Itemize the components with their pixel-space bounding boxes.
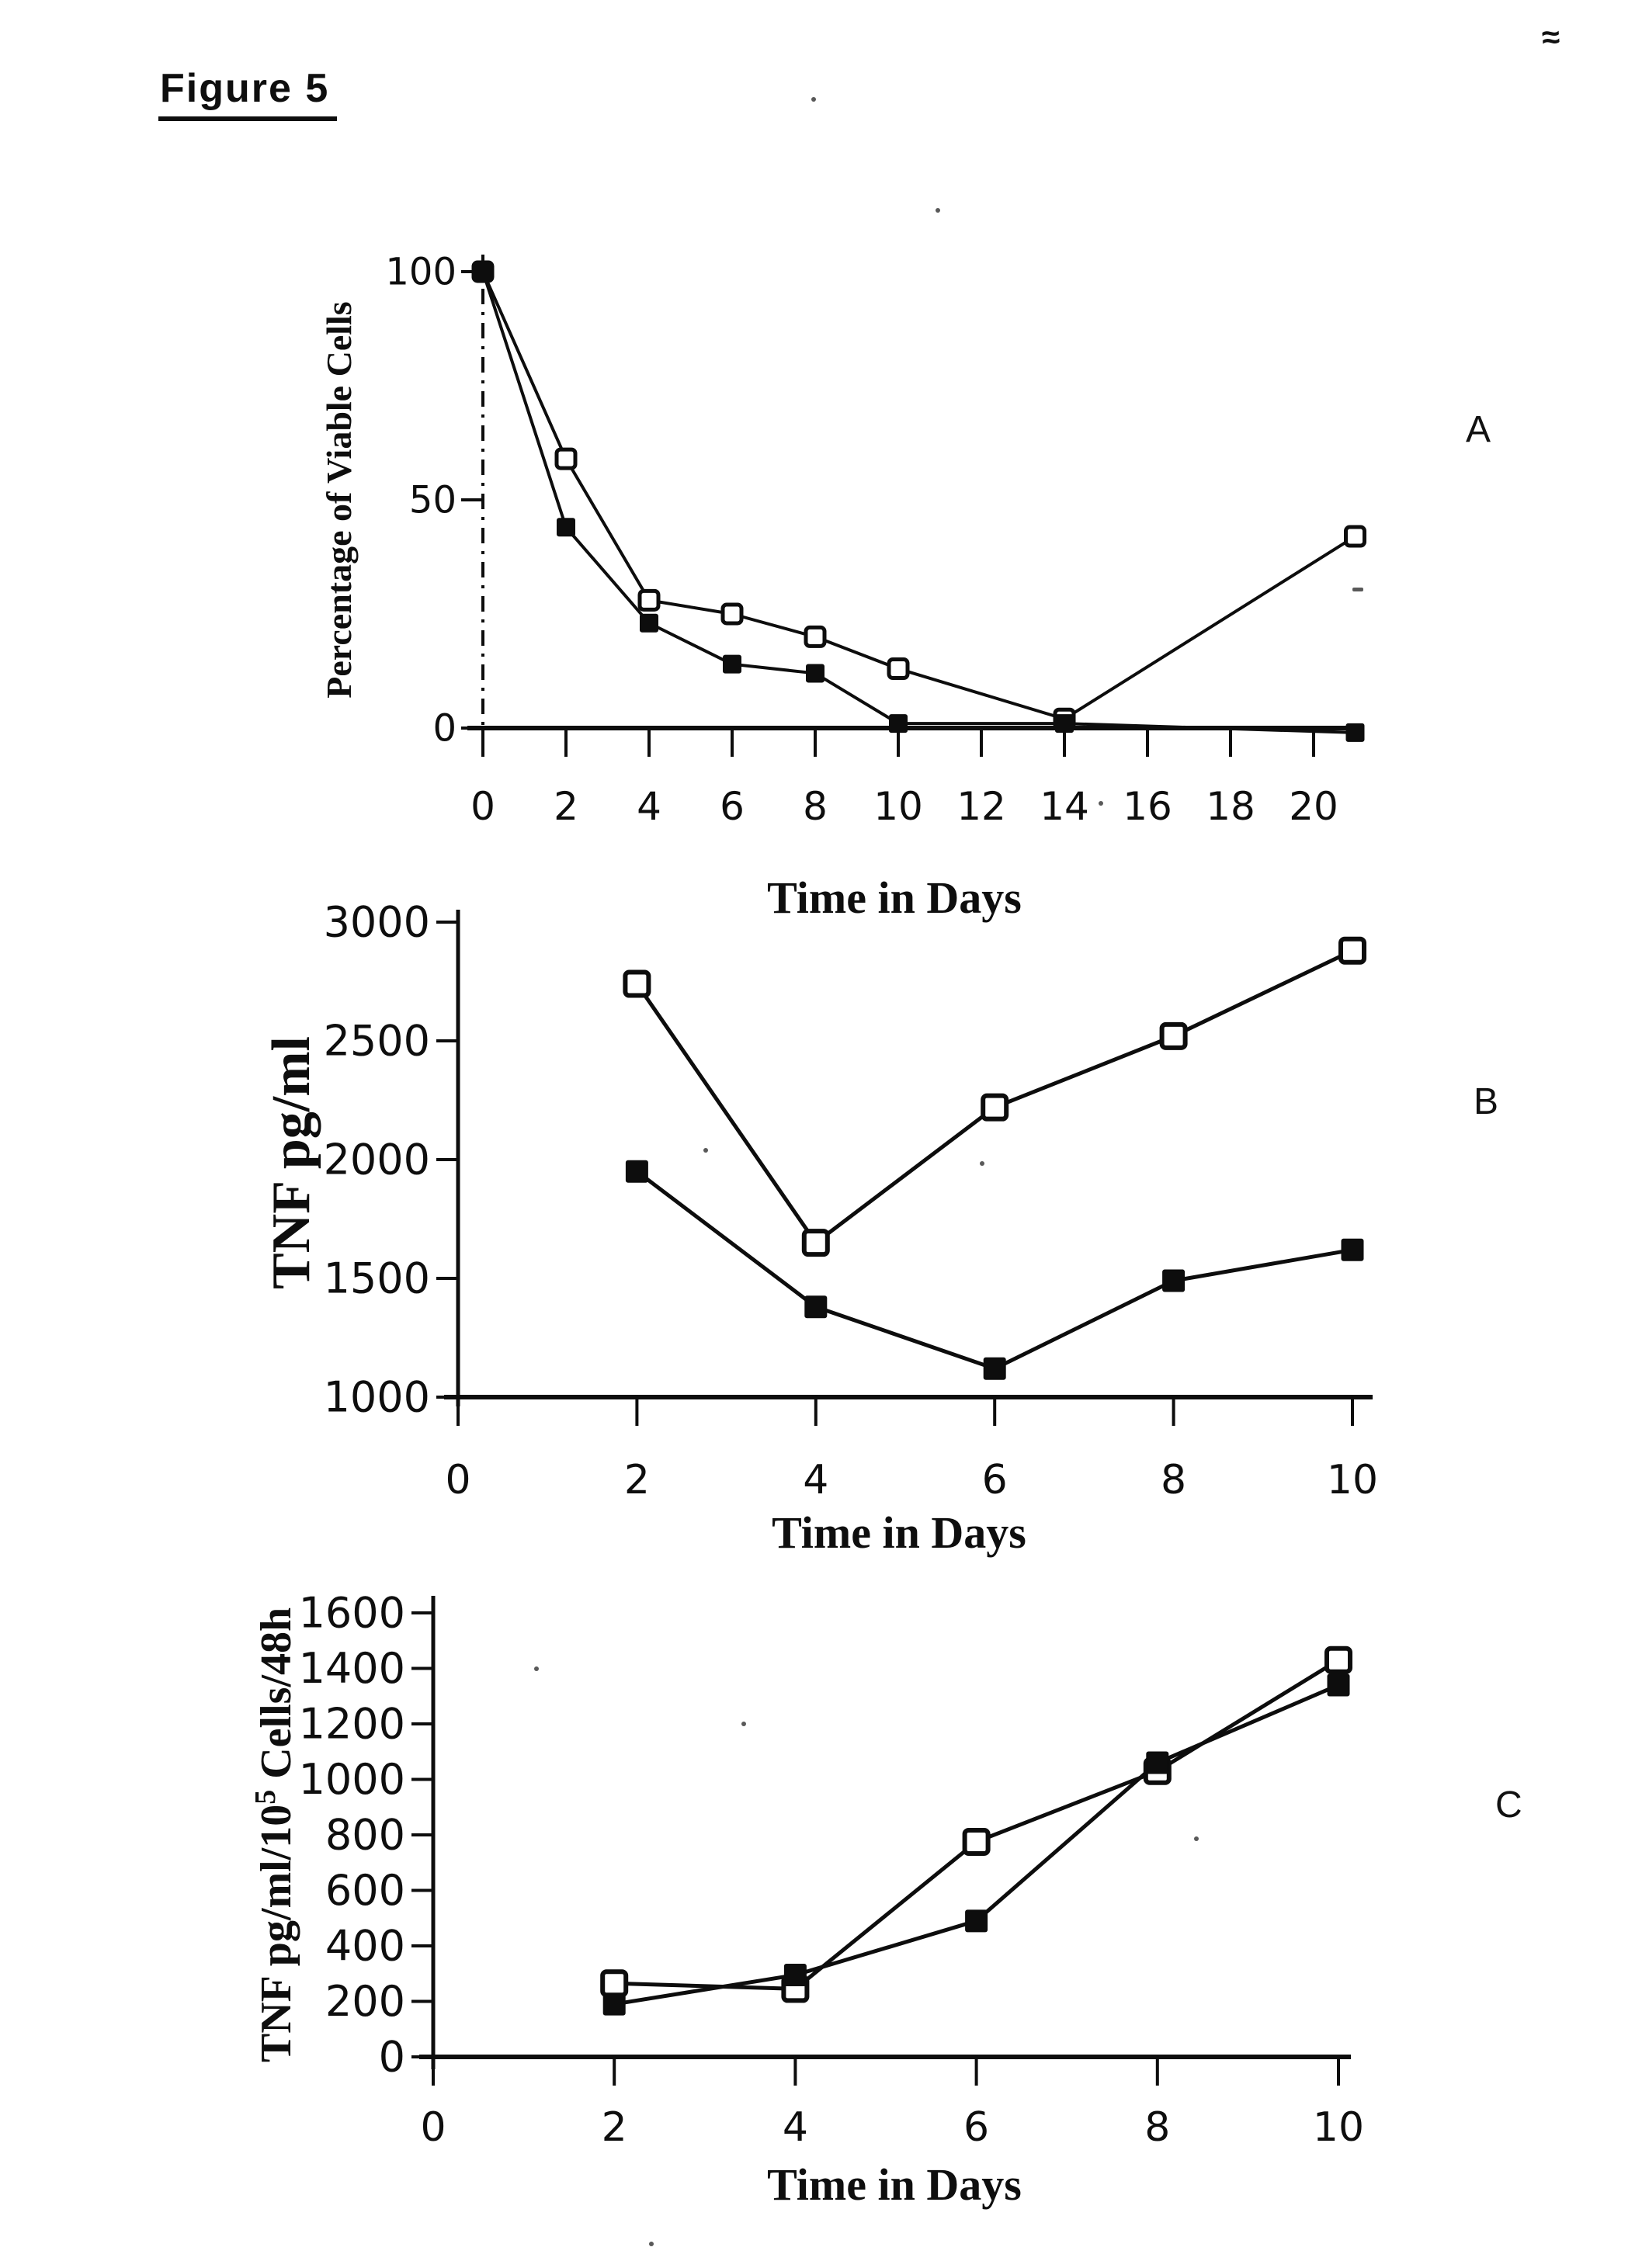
data-point-open-square — [1341, 939, 1364, 962]
figure-title: Figure 5 — [158, 65, 337, 121]
x-tick-label: 2 — [623, 1457, 650, 1503]
x-tick-label: 14 — [1040, 784, 1089, 829]
data-point-filled-square — [627, 1161, 647, 1182]
series-line-open-square — [483, 272, 1356, 719]
y-axis-title: TNF $pg/ml/10^5$ Cells/48h — [249, 1607, 300, 2063]
data-point-open-square — [1162, 1025, 1186, 1048]
series-line-open-square — [614, 1660, 1338, 1989]
y-tick-label: 1600 — [298, 1588, 405, 1638]
y-tick-label: 1500 — [323, 1254, 430, 1303]
data-point-open-square — [1346, 527, 1365, 546]
y-axis-title: TNF pg/ml — [262, 1035, 321, 1290]
x-tick-label: 0 — [470, 784, 495, 829]
series-line-filled-square — [637, 1171, 1352, 1368]
x-axis-title: Time in Days — [767, 2159, 1022, 2210]
data-point-open-square — [983, 1096, 1006, 1119]
x-tick-label: 6 — [720, 784, 745, 829]
scan-speck — [703, 1148, 708, 1153]
scan-smudge-mark: ≈ — [1540, 18, 1561, 56]
data-point-filled-square — [474, 263, 491, 280]
data-point-filled-square — [1328, 1674, 1349, 1695]
y-tick-label: 800 — [325, 1810, 405, 1860]
panel-label-b: B — [1474, 1081, 1499, 1122]
data-point-filled-square — [1347, 724, 1364, 741]
x-tick-label: 0 — [445, 1457, 471, 1503]
data-point-filled-square — [557, 518, 575, 536]
x-tick-label: 6 — [981, 1457, 1008, 1503]
x-tick-label: 8 — [1161, 1457, 1187, 1503]
data-point-filled-square — [724, 656, 741, 673]
y-tick-label: 1400 — [298, 1643, 405, 1693]
data-point-filled-square — [890, 715, 907, 732]
data-point-open-square — [889, 660, 908, 678]
y-tick-label: 200 — [325, 1976, 405, 2026]
y-tick-label: 400 — [325, 1921, 405, 1971]
x-tick-label: 6 — [963, 2104, 990, 2151]
x-tick-label: 10 — [873, 784, 923, 829]
x-axis-title: Time in Days — [772, 1507, 1026, 1558]
scan-speck — [1352, 588, 1363, 591]
data-point-filled-square — [1056, 715, 1073, 732]
scan-speck — [811, 97, 816, 102]
data-point-open-square — [557, 449, 575, 468]
data-point-filled-square — [1163, 1271, 1184, 1292]
y-tick-label: 600 — [325, 1865, 405, 1915]
x-tick-label: 4 — [637, 784, 661, 829]
y-tick-label: 0 — [432, 706, 457, 751]
data-point-filled-square — [785, 1965, 806, 1985]
data-point-filled-square — [604, 1994, 625, 2015]
scan-speck — [649, 2242, 654, 2246]
x-tick-label: 2 — [554, 784, 578, 829]
scan-speck — [980, 1161, 984, 1166]
x-tick-label: 0 — [420, 2104, 446, 2151]
y-tick-label: 100 — [385, 250, 457, 294]
y-tick-label: 1000 — [323, 1372, 430, 1422]
y-tick-label: 50 — [408, 478, 457, 522]
chart-a — [319, 250, 1365, 923]
x-tick-label: 18 — [1206, 784, 1255, 829]
y-axis-title: Percentage of Viable Cells — [319, 301, 359, 699]
y-tick-label: 1200 — [298, 1699, 405, 1749]
data-point-open-square — [625, 973, 648, 996]
data-point-open-square — [723, 605, 741, 623]
chart-c — [249, 1588, 1364, 2210]
x-tick-label: 16 — [1123, 784, 1172, 829]
x-tick-label: 12 — [956, 784, 1006, 829]
x-tick-label: 8 — [1144, 2104, 1171, 2151]
y-tick-label: 0 — [378, 2032, 405, 2082]
x-tick-label: 20 — [1289, 784, 1338, 829]
x-tick-label: 2 — [601, 2104, 627, 2151]
scan-speck — [1099, 801, 1103, 806]
y-tick-label: 2000 — [323, 1135, 430, 1184]
chart-b — [262, 897, 1378, 1558]
x-tick-label: 8 — [803, 784, 828, 829]
panel-label-a: A — [1466, 409, 1491, 450]
data-point-filled-square — [966, 1910, 987, 1931]
scan-speck — [534, 1666, 539, 1671]
series-line-filled-square — [483, 272, 1356, 733]
y-tick-label: 1000 — [298, 1754, 405, 1804]
data-point-filled-square — [805, 1296, 826, 1317]
scan-speck — [741, 1722, 746, 1726]
panel-label-c: C — [1495, 1784, 1522, 1826]
data-point-open-square — [602, 1971, 626, 1995]
x-tick-label: 4 — [803, 1457, 829, 1503]
scan-speck — [1194, 1836, 1199, 1841]
data-point-filled-square — [1342, 1240, 1363, 1261]
scan-speck — [936, 208, 940, 213]
data-point-open-square — [804, 1231, 828, 1254]
data-point-open-square — [806, 627, 824, 646]
data-point-filled-square — [984, 1358, 1005, 1379]
x-tick-label: 10 — [1312, 2104, 1365, 2151]
x-tick-label: 4 — [782, 2104, 808, 2151]
data-point-filled-square — [1147, 1753, 1168, 1774]
x-tick-label: 10 — [1326, 1457, 1379, 1503]
y-tick-label: 3000 — [323, 897, 430, 947]
x-axis-title: Time in Days — [767, 872, 1022, 923]
data-point-open-square — [640, 591, 658, 609]
data-point-filled-square — [641, 615, 658, 632]
data-point-open-square — [965, 1830, 988, 1854]
y-tick-label: 2500 — [323, 1016, 430, 1066]
data-point-filled-square — [807, 664, 824, 681]
data-point-open-square — [1327, 1649, 1350, 1672]
